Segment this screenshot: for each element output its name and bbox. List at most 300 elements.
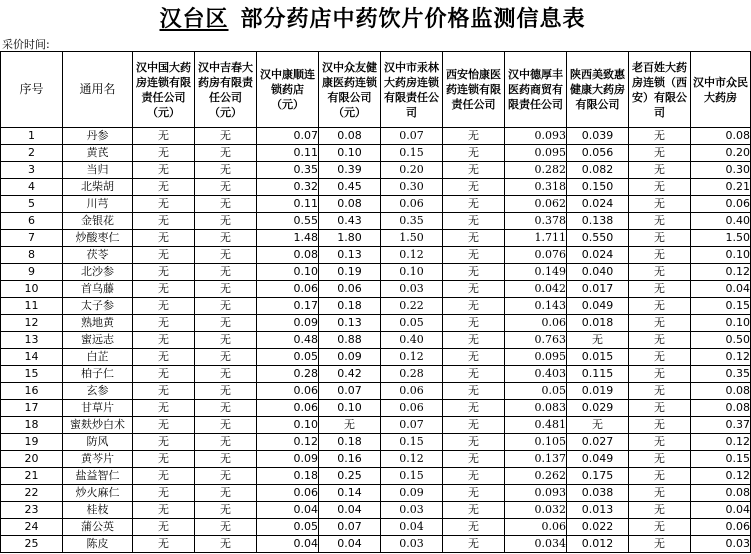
- price-cell-store-3: 0.48: [257, 332, 319, 349]
- price-cell-store-4: 0.39: [319, 162, 381, 179]
- price-cell-store-5: 0.12: [381, 247, 443, 264]
- price-cell-store-6: 无: [443, 213, 505, 230]
- table-row: [1, 298, 751, 315]
- price-cell-store-1: 无: [133, 383, 195, 400]
- price-cell-store-6: 无: [443, 247, 505, 264]
- price-cell-store-7: 0.032: [505, 502, 567, 519]
- row-index: 23: [1, 502, 63, 519]
- table-row: [1, 179, 751, 196]
- table-row: [1, 536, 751, 553]
- price-cell-store-4: 0.10: [319, 145, 381, 162]
- table-row: [1, 230, 751, 247]
- price-cell-store-8: 0.024: [567, 247, 629, 264]
- price-cell-store-9: 无: [629, 536, 691, 553]
- price-cell-store-10: 0.37: [691, 417, 751, 434]
- price-cell-store-1: 无: [133, 162, 195, 179]
- price-cell-store-9: 无: [629, 179, 691, 196]
- price-cell-store-8: 0.015: [567, 349, 629, 366]
- table-row: [1, 468, 751, 485]
- price-cell-store-4: 0.25: [319, 468, 381, 485]
- price-cell-store-10: 0.12: [691, 468, 751, 485]
- price-cell-store-3: 0.05: [257, 519, 319, 536]
- price-cell-store-5: 0.06: [381, 400, 443, 417]
- price-cell-store-2: 无: [195, 383, 257, 400]
- price-cell-store-9: 无: [629, 519, 691, 536]
- price-cell-store-8: 无: [567, 417, 629, 434]
- price-cell-store-2: 无: [195, 281, 257, 298]
- price-cell-store-1: 无: [133, 179, 195, 196]
- price-cell-store-10: 0.15: [691, 298, 751, 315]
- col-header-store-4: 汉中众友健康医药连锁有限公司（元）: [319, 52, 381, 128]
- price-cell-store-9: 无: [629, 502, 691, 519]
- price-cell-store-8: 0.049: [567, 451, 629, 468]
- row-index: 15: [1, 366, 63, 383]
- table-row: [1, 281, 751, 298]
- herb-name-cell: 黄芩片: [63, 451, 133, 468]
- price-cell-store-7: 0.042: [505, 281, 567, 298]
- price-cell-store-8: 0.024: [567, 196, 629, 213]
- table-row: [1, 417, 751, 434]
- price-cell-store-2: 无: [195, 451, 257, 468]
- price-cell-store-2: 无: [195, 145, 257, 162]
- price-cell-store-9: 无: [629, 264, 691, 281]
- price-cell-store-2: 无: [195, 162, 257, 179]
- price-cell-store-2: 无: [195, 519, 257, 536]
- price-cell-store-3: 0.09: [257, 315, 319, 332]
- price-cell-store-2: 无: [195, 485, 257, 502]
- price-cell-store-2: 无: [195, 366, 257, 383]
- price-cell-store-6: 无: [443, 128, 505, 145]
- price-cell-store-2: 无: [195, 315, 257, 332]
- price-cell-store-9: 无: [629, 417, 691, 434]
- row-index: 4: [1, 179, 63, 196]
- price-cell-store-3: 0.17: [257, 298, 319, 315]
- price-cell-store-5: 0.15: [381, 145, 443, 162]
- row-index: 7: [1, 230, 63, 247]
- price-cell-store-8: 0.013: [567, 502, 629, 519]
- price-cell-store-10: 0.10: [691, 247, 751, 264]
- price-cell-store-9: 无: [629, 434, 691, 451]
- price-cell-store-10: 0.08: [691, 485, 751, 502]
- price-cell-store-9: 无: [629, 247, 691, 264]
- price-cell-store-6: 无: [443, 434, 505, 451]
- price-cell-store-8: 0.039: [567, 128, 629, 145]
- herb-name-cell: 柏子仁: [63, 366, 133, 383]
- price-cell-store-1: 无: [133, 281, 195, 298]
- price-cell-store-4: 0.08: [319, 128, 381, 145]
- price-cell-store-4: 0.42: [319, 366, 381, 383]
- price-cell-store-1: 无: [133, 315, 195, 332]
- table-row: [1, 451, 751, 468]
- price-cell-store-5: 1.50: [381, 230, 443, 247]
- herb-name-cell: 当归: [63, 162, 133, 179]
- price-cell-store-10: 0.12: [691, 349, 751, 366]
- table-body: [1, 128, 751, 553]
- price-cell-store-6: 无: [443, 179, 505, 196]
- herb-name-cell: 防风: [63, 434, 133, 451]
- price-cell-store-6: 无: [443, 536, 505, 553]
- herb-name-cell: 白芷: [63, 349, 133, 366]
- price-cell-store-7: 0.137: [505, 451, 567, 468]
- price-cell-store-10: 0.08: [691, 383, 751, 400]
- price-cell-store-10: 0.50: [691, 332, 751, 349]
- price-cell-store-5: 0.10: [381, 264, 443, 281]
- price-cell-store-1: 无: [133, 451, 195, 468]
- price-cell-store-3: 0.32: [257, 179, 319, 196]
- row-index: 6: [1, 213, 63, 230]
- table-row: [1, 247, 751, 264]
- price-cell-store-1: 无: [133, 298, 195, 315]
- price-cell-store-8: 0.115: [567, 366, 629, 383]
- price-cell-store-5: 0.12: [381, 349, 443, 366]
- price-cell-store-3: 0.10: [257, 264, 319, 281]
- price-cell-store-9: 无: [629, 128, 691, 145]
- row-index: 16: [1, 383, 63, 400]
- price-cell-store-4: 1.80: [319, 230, 381, 247]
- price-cell-store-7: 0.318: [505, 179, 567, 196]
- herb-name-cell: 炒火麻仁: [63, 485, 133, 502]
- row-index: 12: [1, 315, 63, 332]
- price-cell-store-1: 无: [133, 485, 195, 502]
- header-row: [1, 52, 751, 128]
- price-cell-store-5: 0.28: [381, 366, 443, 383]
- price-cell-store-10: 0.08: [691, 128, 751, 145]
- col-header-store-2: 汉中吉春大药房有限责任公司（元）: [195, 52, 257, 128]
- price-cell-store-8: 0.082: [567, 162, 629, 179]
- row-index: 22: [1, 485, 63, 502]
- price-cell-store-10: 0.21: [691, 179, 751, 196]
- price-cell-store-5: 0.40: [381, 332, 443, 349]
- price-cell-store-1: 无: [133, 400, 195, 417]
- price-cell-store-5: 0.12: [381, 451, 443, 468]
- price-cell-store-1: 无: [133, 468, 195, 485]
- price-cell-store-7: 0.034: [505, 536, 567, 553]
- price-cell-store-10: 0.12: [691, 264, 751, 281]
- price-cell-store-4: 0.08: [319, 196, 381, 213]
- price-cell-store-6: 无: [443, 349, 505, 366]
- table-row: [1, 434, 751, 451]
- price-cell-store-3: 1.48: [257, 230, 319, 247]
- price-cell-store-7: 0.06: [505, 315, 567, 332]
- price-cell-store-8: 0.012: [567, 536, 629, 553]
- price-cell-store-6: 无: [443, 162, 505, 179]
- price-cell-store-9: 无: [629, 383, 691, 400]
- price-cell-store-9: 无: [629, 230, 691, 247]
- price-cell-store-7: 0.143: [505, 298, 567, 315]
- price-cell-store-6: 无: [443, 315, 505, 332]
- price-cell-store-1: 无: [133, 145, 195, 162]
- price-cell-store-6: 无: [443, 400, 505, 417]
- price-cell-store-1: 无: [133, 264, 195, 281]
- price-cell-store-1: 无: [133, 247, 195, 264]
- price-cell-store-5: 0.07: [381, 128, 443, 145]
- price-cell-store-6: 无: [443, 468, 505, 485]
- row-index: 18: [1, 417, 63, 434]
- price-cell-store-4: 0.13: [319, 315, 381, 332]
- table-row: [1, 400, 751, 417]
- price-cell-store-2: 无: [195, 400, 257, 417]
- col-header-store-5: 汉中市汞林大药房连锁有限责任公司: [381, 52, 443, 128]
- price-cell-store-4: 0.10: [319, 400, 381, 417]
- price-cell-store-3: 0.04: [257, 502, 319, 519]
- table-row: [1, 383, 751, 400]
- price-cell-store-1: 无: [133, 366, 195, 383]
- price-cell-store-10: 0.03: [691, 536, 751, 553]
- price-cell-store-4: 0.14: [319, 485, 381, 502]
- row-index: 13: [1, 332, 63, 349]
- price-cell-store-8: 0.150: [567, 179, 629, 196]
- price-cell-store-9: 无: [629, 281, 691, 298]
- price-cell-store-5: 0.03: [381, 281, 443, 298]
- price-cell-store-4: 0.18: [319, 434, 381, 451]
- price-cell-store-3: 0.04: [257, 536, 319, 553]
- price-cell-store-4: 0.13: [319, 247, 381, 264]
- price-cell-store-7: 0.05: [505, 383, 567, 400]
- price-cell-store-1: 无: [133, 128, 195, 145]
- herb-name-cell: 蒲公英: [63, 519, 133, 536]
- price-cell-store-2: 无: [195, 468, 257, 485]
- price-cell-store-7: 0.095: [505, 145, 567, 162]
- col-header-store-9: 老百姓大药房连锁（西安）有限公司: [629, 52, 691, 128]
- price-cell-store-6: 无: [443, 332, 505, 349]
- price-cell-store-5: 0.22: [381, 298, 443, 315]
- price-cell-store-4: 0.16: [319, 451, 381, 468]
- herb-name-cell: 北沙参: [63, 264, 133, 281]
- col-header-index: 序号: [1, 52, 63, 128]
- price-cell-store-9: 无: [629, 298, 691, 315]
- price-cell-store-7: 0.062: [505, 196, 567, 213]
- table-row: [1, 145, 751, 162]
- price-cell-store-3: 0.12: [257, 434, 319, 451]
- price-cell-store-9: 无: [629, 196, 691, 213]
- price-cell-store-7: 0.093: [505, 485, 567, 502]
- herb-name-cell: 北柴胡: [63, 179, 133, 196]
- price-cell-store-6: 无: [443, 281, 505, 298]
- price-cell-store-9: 无: [629, 366, 691, 383]
- price-cell-store-7: 0.282: [505, 162, 567, 179]
- price-cell-store-7: 0.262: [505, 468, 567, 485]
- price-cell-store-2: 无: [195, 179, 257, 196]
- price-cell-store-4: 0.04: [319, 536, 381, 553]
- price-cell-store-8: 0.056: [567, 145, 629, 162]
- herb-name-cell: 茯苓: [63, 247, 133, 264]
- price-cell-store-10: 0.10: [691, 315, 751, 332]
- price-cell-store-7: 0.378: [505, 213, 567, 230]
- price-cell-store-7: 0.403: [505, 366, 567, 383]
- herb-name-cell: 盐益智仁: [63, 468, 133, 485]
- price-cell-store-5: 0.07: [381, 417, 443, 434]
- price-cell-store-2: 无: [195, 196, 257, 213]
- price-cell-store-3: 0.11: [257, 145, 319, 162]
- price-cell-store-8: 0.022: [567, 519, 629, 536]
- price-cell-store-3: 0.06: [257, 383, 319, 400]
- price-cell-store-4: 0.06: [319, 281, 381, 298]
- herb-name-cell: 桂枝: [63, 502, 133, 519]
- col-header-store-10: 汉中市众民大药房: [691, 52, 751, 128]
- row-index: 8: [1, 247, 63, 264]
- price-cell-store-5: 0.30: [381, 179, 443, 196]
- price-cell-store-3: 0.55: [257, 213, 319, 230]
- price-cell-store-9: 无: [629, 451, 691, 468]
- table-row: [1, 128, 751, 145]
- col-header-store-8: 陕西美致惠健康大药房有限公司: [567, 52, 629, 128]
- row-index: 17: [1, 400, 63, 417]
- price-cell-store-1: 无: [133, 230, 195, 247]
- price-cell-store-8: 无: [567, 332, 629, 349]
- price-cell-store-10: 0.30: [691, 162, 751, 179]
- price-cell-store-9: 无: [629, 315, 691, 332]
- price-cell-store-3: 0.06: [257, 400, 319, 417]
- table-row: [1, 196, 751, 213]
- price-cell-store-2: 无: [195, 502, 257, 519]
- price-cell-store-5: 0.15: [381, 468, 443, 485]
- price-cell-store-7: 0.763: [505, 332, 567, 349]
- price-cell-store-9: 无: [629, 468, 691, 485]
- price-cell-store-8: 0.550: [567, 230, 629, 247]
- row-index: 10: [1, 281, 63, 298]
- table-row: [1, 332, 751, 349]
- price-cell-store-2: 无: [195, 247, 257, 264]
- price-cell-store-2: 无: [195, 417, 257, 434]
- price-cell-store-6: 无: [443, 519, 505, 536]
- price-cell-store-2: 无: [195, 264, 257, 281]
- table-row: [1, 349, 751, 366]
- price-cell-store-1: 无: [133, 434, 195, 451]
- table-row: [1, 213, 751, 230]
- row-index: 24: [1, 519, 63, 536]
- price-cell-store-9: 无: [629, 485, 691, 502]
- price-cell-store-8: 0.027: [567, 434, 629, 451]
- price-cell-store-9: 无: [629, 162, 691, 179]
- row-index: 21: [1, 468, 63, 485]
- herb-name-cell: 玄参: [63, 383, 133, 400]
- price-cell-store-10: 0.20: [691, 145, 751, 162]
- price-cell-store-10: 0.12: [691, 434, 751, 451]
- price-cell-store-1: 无: [133, 502, 195, 519]
- price-cell-store-4: 0.04: [319, 502, 381, 519]
- price-cell-store-3: 0.11: [257, 196, 319, 213]
- price-cell-store-8: 0.040: [567, 264, 629, 281]
- price-cell-store-9: 无: [629, 400, 691, 417]
- price-cell-store-5: 0.20: [381, 162, 443, 179]
- title-district: 汉台区: [159, 7, 229, 32]
- row-index: 19: [1, 434, 63, 451]
- price-cell-store-4: 无: [319, 417, 381, 434]
- price-cell-store-8: 0.049: [567, 298, 629, 315]
- price-cell-store-3: 0.35: [257, 162, 319, 179]
- price-cell-store-7: 0.105: [505, 434, 567, 451]
- row-index: 25: [1, 536, 63, 553]
- price-cell-store-4: 0.09: [319, 349, 381, 366]
- herb-name-cell: 川芎: [63, 196, 133, 213]
- price-cell-store-8: 0.018: [567, 315, 629, 332]
- col-header-name: 通用名: [63, 52, 133, 128]
- price-cell-store-3: 0.10: [257, 417, 319, 434]
- price-cell-store-1: 无: [133, 213, 195, 230]
- price-cell-store-6: 无: [443, 230, 505, 247]
- row-index: 1: [1, 128, 63, 145]
- price-cell-store-10: 0.15: [691, 451, 751, 468]
- price-cell-store-5: 0.15: [381, 434, 443, 451]
- price-cell-store-8: 0.175: [567, 468, 629, 485]
- price-cell-store-10: 0.08: [691, 400, 751, 417]
- price-cell-store-4: 0.19: [319, 264, 381, 281]
- price-cell-store-2: 无: [195, 213, 257, 230]
- row-index: 2: [1, 145, 63, 162]
- price-cell-store-4: 0.18: [319, 298, 381, 315]
- price-cell-store-7: 0.083: [505, 400, 567, 417]
- col-header-store-1: 汉中国大药房连锁有限责任公司（元）: [133, 52, 195, 128]
- price-cell-store-3: 0.28: [257, 366, 319, 383]
- price-table: [0, 51, 751, 553]
- price-cell-store-9: 无: [629, 145, 691, 162]
- price-cell-store-10: 0.35: [691, 366, 751, 383]
- price-cell-store-2: 无: [195, 349, 257, 366]
- herb-name-cell: 蜜远志: [63, 332, 133, 349]
- page-title: [0, 0, 745, 40]
- price-cell-store-3: 0.07: [257, 128, 319, 145]
- price-cell-store-5: 0.35: [381, 213, 443, 230]
- price-cell-store-8: 0.019: [567, 383, 629, 400]
- price-cell-store-8: 0.029: [567, 400, 629, 417]
- price-cell-store-1: 无: [133, 519, 195, 536]
- price-cell-store-1: 无: [133, 349, 195, 366]
- title-text: 部分药店中药饮片价格监测信息表: [240, 7, 586, 32]
- table-row: [1, 519, 751, 536]
- price-cell-store-10: 0.06: [691, 196, 751, 213]
- price-cell-store-2: 无: [195, 536, 257, 553]
- price-cell-store-9: 无: [629, 332, 691, 349]
- row-index: 9: [1, 264, 63, 281]
- price-cell-store-4: 0.88: [319, 332, 381, 349]
- price-cell-store-6: 无: [443, 196, 505, 213]
- herb-name-cell: 蜜麸炒白术: [63, 417, 133, 434]
- price-cell-store-4: 0.43: [319, 213, 381, 230]
- price-cell-store-3: 0.06: [257, 281, 319, 298]
- price-cell-store-8: 0.017: [567, 281, 629, 298]
- price-cell-store-6: 无: [443, 264, 505, 281]
- price-cell-store-6: 无: [443, 145, 505, 162]
- price-cell-store-1: 无: [133, 417, 195, 434]
- price-cell-store-10: 0.04: [691, 281, 751, 298]
- table-row: [1, 485, 751, 502]
- price-cell-store-10: 0.40: [691, 213, 751, 230]
- price-cell-store-4: 0.07: [319, 519, 381, 536]
- price-cell-store-5: 0.04: [381, 519, 443, 536]
- price-cell-store-10: 0.04: [691, 502, 751, 519]
- table-row: [1, 264, 751, 281]
- table-row: [1, 366, 751, 383]
- price-cell-store-2: 无: [195, 298, 257, 315]
- price-cell-store-6: 无: [443, 298, 505, 315]
- row-index: 3: [1, 162, 63, 179]
- price-cell-store-3: 0.18: [257, 468, 319, 485]
- price-cell-store-1: 无: [133, 196, 195, 213]
- price-cell-store-1: 无: [133, 332, 195, 349]
- price-cell-store-7: 0.093: [505, 128, 567, 145]
- price-cell-store-5: 0.06: [381, 196, 443, 213]
- price-cell-store-7: 0.481: [505, 417, 567, 434]
- price-cell-store-7: 1.711: [505, 230, 567, 247]
- price-cell-store-5: 0.09: [381, 485, 443, 502]
- price-cell-store-3: 0.06: [257, 485, 319, 502]
- price-cell-store-6: 无: [443, 451, 505, 468]
- price-cell-store-6: 无: [443, 383, 505, 400]
- price-cell-store-7: 0.06: [505, 519, 567, 536]
- col-header-store-7: 汉中德厚丰医药商贸有限责任公司: [505, 52, 567, 128]
- price-cell-store-3: 0.09: [257, 451, 319, 468]
- row-index: 20: [1, 451, 63, 468]
